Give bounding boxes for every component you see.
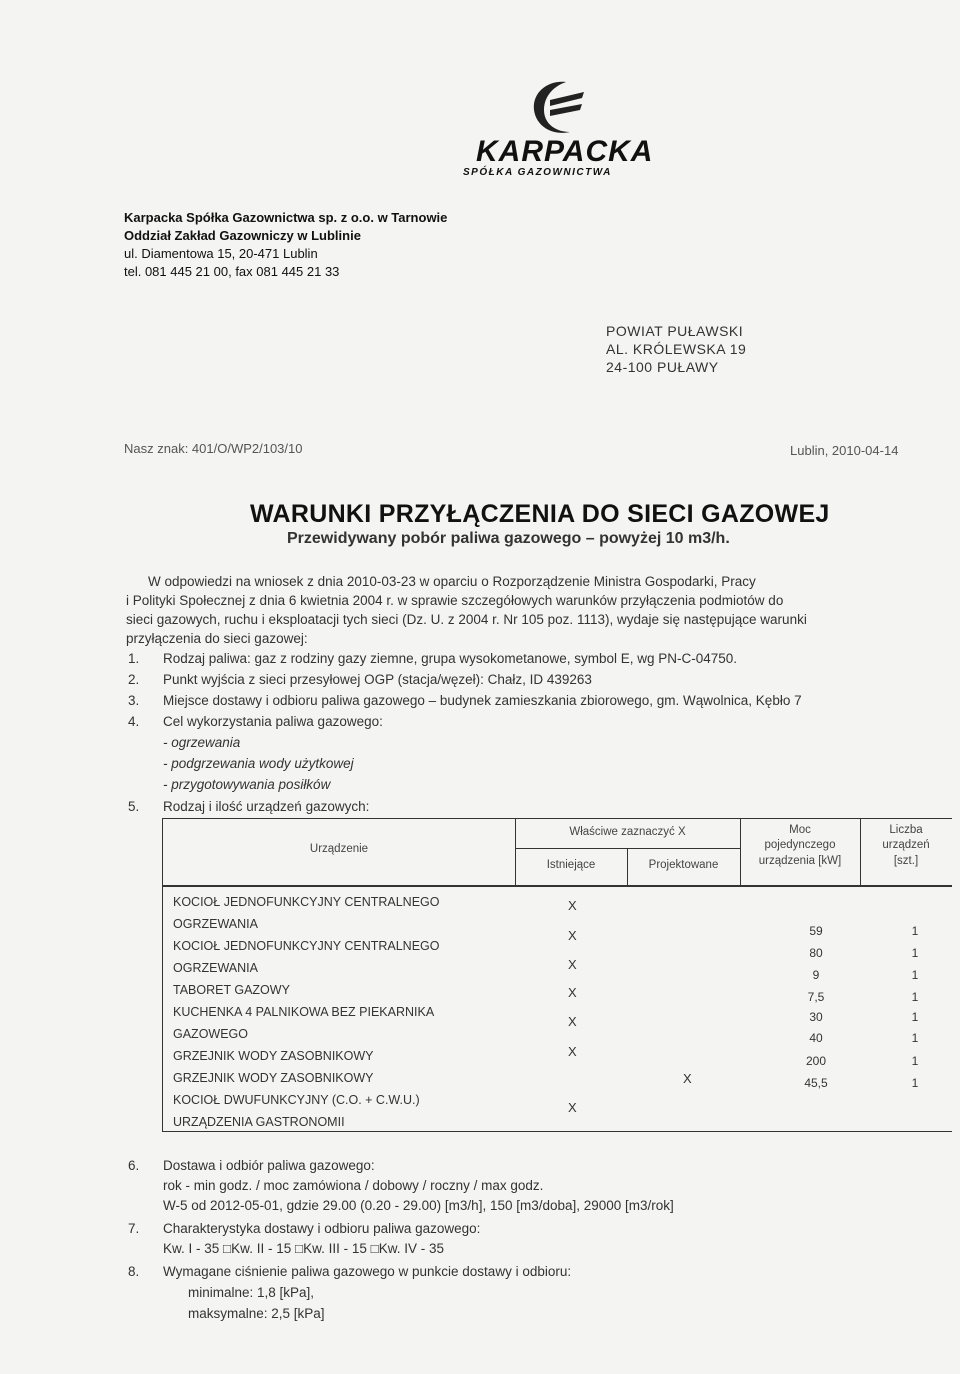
sender-line-1: Karpacka Spółka Gazownictwa sp. z o.o. w Tarnowie	[124, 210, 448, 225]
existing-mark: X	[568, 928, 577, 943]
power-value: 9	[812, 968, 820, 982]
power-value: 80	[809, 946, 823, 960]
recipient-line-1: POWIAT PUŁAWSKI	[606, 323, 744, 339]
table-col-line	[162, 818, 163, 1132]
place-date: Lublin, 2010-04-14	[790, 443, 899, 458]
device-line: OGRZEWANIA	[173, 917, 258, 931]
existing-mark: X	[568, 985, 577, 1000]
power-value: 200	[805, 1054, 827, 1068]
header-count-3: [szt.]	[893, 855, 919, 867]
item-5-text: Rodzaj i ilość urządzeń gazowych:	[163, 799, 370, 814]
logo-title: KARPACKA	[476, 135, 654, 168]
power-value: 45,5	[804, 1076, 828, 1090]
purpose-2: - podgrzewania wody użytkowej	[163, 756, 354, 771]
count-value: 1	[911, 968, 919, 982]
power-value: 30	[809, 1010, 823, 1024]
power-value: 40	[809, 1031, 823, 1045]
device-line: KOCIOŁ DWUFUNKCYJNY (C.O. + C.W.U.)	[173, 1093, 420, 1107]
existing-mark: X	[568, 1014, 577, 1029]
sender-line-2: Oddział Zakład Gazowniczy w Lublinie	[124, 228, 361, 243]
header-power-1: Moc	[789, 824, 811, 836]
intro-line-1: W odpowiedzi na wniosek z dnia 2010-03-23 w oparciu o Rozporządzenie Ministra Gospodarki, Pracy	[148, 574, 756, 589]
item-7-line-1: Kw. I - 35 □Kw. II - 15 □Kw. III - 15 □Kw. IV - 35	[163, 1241, 445, 1256]
device-line: URZĄDZENIA GASTRONOMII	[173, 1115, 345, 1129]
count-value: 1	[911, 1054, 919, 1068]
pressure-min: minimalne: 1,8 [kPa],	[188, 1285, 315, 1300]
item-6-number: 6.	[128, 1158, 140, 1173]
item-8-text: Wymagane ciśnienie paliwa gazowego w punkcie dostawy i odbioru:	[163, 1264, 572, 1279]
count-value: 1	[911, 1031, 919, 1045]
count-value: 1	[911, 1010, 919, 1024]
existing-mark: X	[568, 1044, 577, 1059]
item-7-text: Charakterystyka dostawy i odbioru paliwa gazowego:	[163, 1221, 481, 1236]
item-2-text: Punkt wyjścia z sieci przesyłowej OGP (stacja/węzeł): Chałz, ID 439263	[163, 672, 592, 687]
purpose-3: - przygotowywania posiłków	[163, 777, 331, 792]
table-header-border	[162, 885, 952, 887]
device-line: GRZEJNIK WODY ZASOBNIKOWY	[173, 1049, 374, 1063]
sender-line-4: tel. 081 445 21 00, fax 081 445 21 33	[124, 264, 340, 279]
device-line: OGRZEWANIA	[173, 961, 258, 975]
existing-mark: X	[568, 1100, 577, 1115]
device-line: KOCIOŁ JEDNOFUNKCYJNY CENTRALNEGO	[173, 939, 440, 953]
reference-number: Nasz znak: 401/O/WP2/103/10	[124, 441, 303, 456]
power-value: 7,5	[807, 990, 825, 1004]
device-line: TABORET GAZOWY	[173, 983, 290, 997]
item-3-number: 3.	[128, 693, 140, 708]
item-2-number: 2.	[128, 672, 140, 687]
item-1-text: Rodzaj paliwa: gaz z rodziny gazy ziemne, grupa wysokometanowe, symbol E, wg PN-C-04750.	[163, 651, 738, 666]
item-8-number: 8.	[128, 1264, 140, 1279]
header-planned: Projektowane	[648, 859, 719, 871]
purpose-1: - ogrzewania	[163, 735, 241, 750]
item-4-text: Cel wykorzystania paliwa gazowego:	[163, 714, 383, 729]
count-value: 1	[911, 924, 919, 938]
document-subtitle: Przewidywany pobór paliwa gazowego – powyżej 10 m3/h.	[287, 530, 730, 547]
table-bottom-border	[162, 1131, 952, 1132]
recipient-line-3: 24-100 PUŁAWY	[606, 359, 719, 375]
sender-line-3: ul. Diamentowa 15, 20-471 Lublin	[124, 246, 318, 261]
existing-mark: X	[568, 898, 577, 913]
logo-subtitle: SPÓŁKA GAZOWNICTWA	[463, 167, 612, 178]
header-existing: Istniejące	[546, 859, 596, 871]
recipient-line-2: AL. KRÓLEWSKA 19	[606, 341, 747, 357]
document-title: WARUNKI PRZYŁĄCZENIA DO SIECI GAZOWEJ	[250, 500, 830, 528]
count-value: 1	[911, 1076, 919, 1090]
device-line: GAZOWEGO	[173, 1027, 248, 1041]
device-line: KOCIOŁ JEDNOFUNKCYJNY CENTRALNEGO	[173, 895, 440, 909]
item-1-number: 1.	[128, 651, 140, 666]
pressure-max: maksymalne: 2,5 [kPa]	[188, 1306, 325, 1321]
karpacka-logo-icon	[526, 78, 590, 140]
header-count-2: urządzeń	[882, 839, 930, 851]
item-5-number: 5.	[128, 799, 140, 814]
device-line: KUCHENKA 4 PALNIKOWA BEZ PIEKARNIKA	[173, 1005, 435, 1019]
count-value: 1	[911, 946, 919, 960]
item-6-line-2: W-5 od 2012-05-01, gdzie 29.00 (0.20 - 29.00) [m3/h], 150 [m3/doba], 29000 [m3/rok]	[163, 1198, 674, 1213]
count-value: 1	[911, 990, 919, 1004]
item-3-text: Miejsce dostawy i odbioru paliwa gazowego – budynek zamieszkania zbiorowego, gm. Wąwolnica, Kębło 7	[163, 693, 802, 708]
device-line: GRZEJNIK WODY ZASOBNIKOWY	[173, 1071, 374, 1085]
intro-line-2: i Polityki Społecznej z dnia 6 kwietnia 2004 r. w sprawie szczegółowych warunków przyłączenia podmiotów do	[126, 593, 784, 608]
table-top-border	[162, 818, 952, 819]
item-6-line-1: rok - min godz. / moc zamówiona / dobowy / roczny / max godz.	[163, 1178, 544, 1193]
intro-line-3: sieci gazowych, ruchu i eksploatacji tych sieci (Dz. U. z 2004 r. Nr 105 poz. 1113), wydaje się następujące warunki	[126, 612, 807, 627]
existing-mark: X	[568, 957, 577, 972]
item-6-text: Dostawa i odbiór paliwa gazowego:	[163, 1158, 375, 1173]
header-device: Urządzenie	[309, 843, 369, 855]
planned-mark: X	[683, 1071, 692, 1086]
item-4-number: 4.	[128, 714, 140, 729]
header-power-3: urządzenia [kW]	[758, 855, 842, 867]
header-mark-group: Właściwe zaznaczyć X	[569, 826, 686, 838]
power-value: 59	[809, 924, 823, 938]
header-power-2: pojedynczego	[764, 839, 836, 851]
intro-line-4: przyłączenia do sieci gazowej:	[126, 631, 308, 646]
header-count-1: Liczba	[889, 824, 923, 836]
item-7-number: 7.	[128, 1221, 140, 1236]
